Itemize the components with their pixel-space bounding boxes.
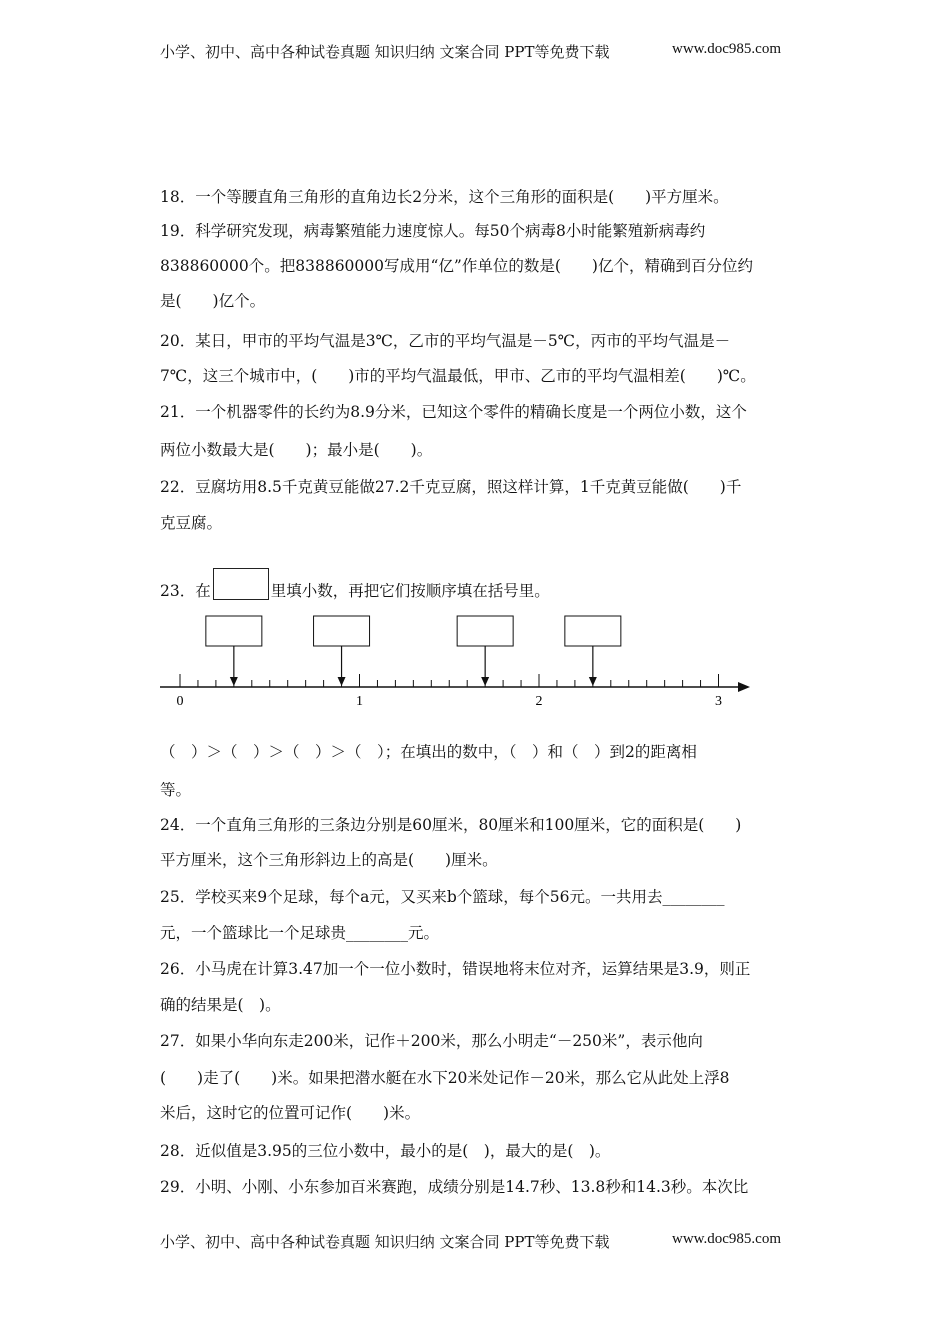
pointer-arrow-icon xyxy=(589,677,597,686)
q23-suffix: 里填小数，再把它们按顺序填在括号里。 xyxy=(270,582,550,600)
text-line: 25．学校买来9个足球，每个a元，又买来b个篮球，每个56元。一共用去________ xyxy=(160,888,725,906)
text-line: 两位小数最大是( )；最小是( )。 xyxy=(160,441,433,459)
text-line: 是( )亿个。 xyxy=(160,292,266,310)
text-line: 18．一个等腰直角三角形的直角边长2分米，这个三角形的面积是( )平方厘米。 xyxy=(160,188,729,206)
axis-arrow-icon xyxy=(738,682,750,692)
footer-url[interactable]: www.doc985.com xyxy=(672,1231,782,1247)
answer-box xyxy=(457,616,513,646)
tick-label: 3 xyxy=(715,694,722,709)
header-text: 小学、初中、高中各种试卷真题 知识归纳 文案合同 PPT等免费下载 xyxy=(160,43,610,61)
page-footer xyxy=(160,1231,782,1252)
text-line: 22．豆腐坊用8.5千克黄豆能做27.2千克豆腐，照这样计算，1千克黄豆能做( )千 xyxy=(160,478,742,496)
answer-box xyxy=(565,616,621,646)
text-line: 21．一个机器零件的长约为8.9分米，已知这个零件的精确长度是一个两位小数，这个 xyxy=(160,403,747,421)
tick-label: 1 xyxy=(356,694,363,709)
pointer-arrow-icon xyxy=(230,677,238,686)
pointer-arrow-icon xyxy=(338,677,346,686)
text-line: 克豆腐。 xyxy=(160,514,223,532)
text-line: 元，一个篮球比一个足球贵________元。 xyxy=(160,924,440,942)
q23-prefix: 23．在 xyxy=(160,582,211,600)
text-line: ( )走了( )米。如果把潜水艇在水下20米处记作－20米，那么它从此处上浮8 xyxy=(160,1069,730,1087)
pointer-arrow-icon xyxy=(481,677,489,686)
header-url[interactable]: www.doc985.com xyxy=(672,41,782,57)
tick-label: 0 xyxy=(176,694,184,709)
text-line: 平方厘米，这个三角形斜边上的高是( )厘米。 xyxy=(160,851,498,869)
tick-label: 2 xyxy=(535,694,543,709)
text-line: 米后，这时它的位置可记作( )米。 xyxy=(160,1104,421,1122)
text-line: 19．科学研究发现，病毒繁殖能力速度惊人。每50个病毒8小时能繁殖新病毒约 xyxy=(160,222,706,240)
text-line: 24．一个直角三角形的三条边分别是60厘米，80厘米和100厘米，它的面积是( ) xyxy=(160,816,742,834)
answer-box xyxy=(314,616,370,646)
text-line: 等。 xyxy=(160,781,192,799)
text-line: 7℃，这三个城市中，( )市的平均气温最低，甲市、乙市的平均气温相差( )℃。 xyxy=(160,367,756,385)
text-line: 838860000个。把838860000写成用“亿”作单位的数是( )亿个，精确到百分位约 xyxy=(160,257,753,275)
text-line: 27．如果小华向东走200米，记作＋200米，那么小明走“－250米”，表示他向 xyxy=(160,1032,703,1050)
text-line: 29．小明、小刚、小东参加百米赛跑，成绩分别是14.7秒、13.8秒和14.3秒。本次比 xyxy=(160,1178,749,1196)
answer-box xyxy=(206,616,262,646)
footer-text: 小学、初中、高中各种试卷真题 知识归纳 文案合同 PPT等免费下载 xyxy=(160,1233,610,1251)
text-line: 26．小马虎在计算3.47加一个一位小数时，错误地将末位对齐，运算结果是3.9，则正 xyxy=(160,960,751,978)
text-line: 28．近似值是3.95的三位小数中，最小的是( )，最大的是( )。 xyxy=(160,1142,611,1160)
text-line: （ ）＞（ ）＞（ ）＞（ ）；在填出的数中，（ ）和（ ）到2的距离相 xyxy=(160,743,697,761)
text-line: 确的结果是( )。 xyxy=(160,996,281,1014)
text-line: 20．某日，甲市的平均气温是3℃，乙市的平均气温是－5℃，丙市的平均气温是－ xyxy=(160,332,731,350)
